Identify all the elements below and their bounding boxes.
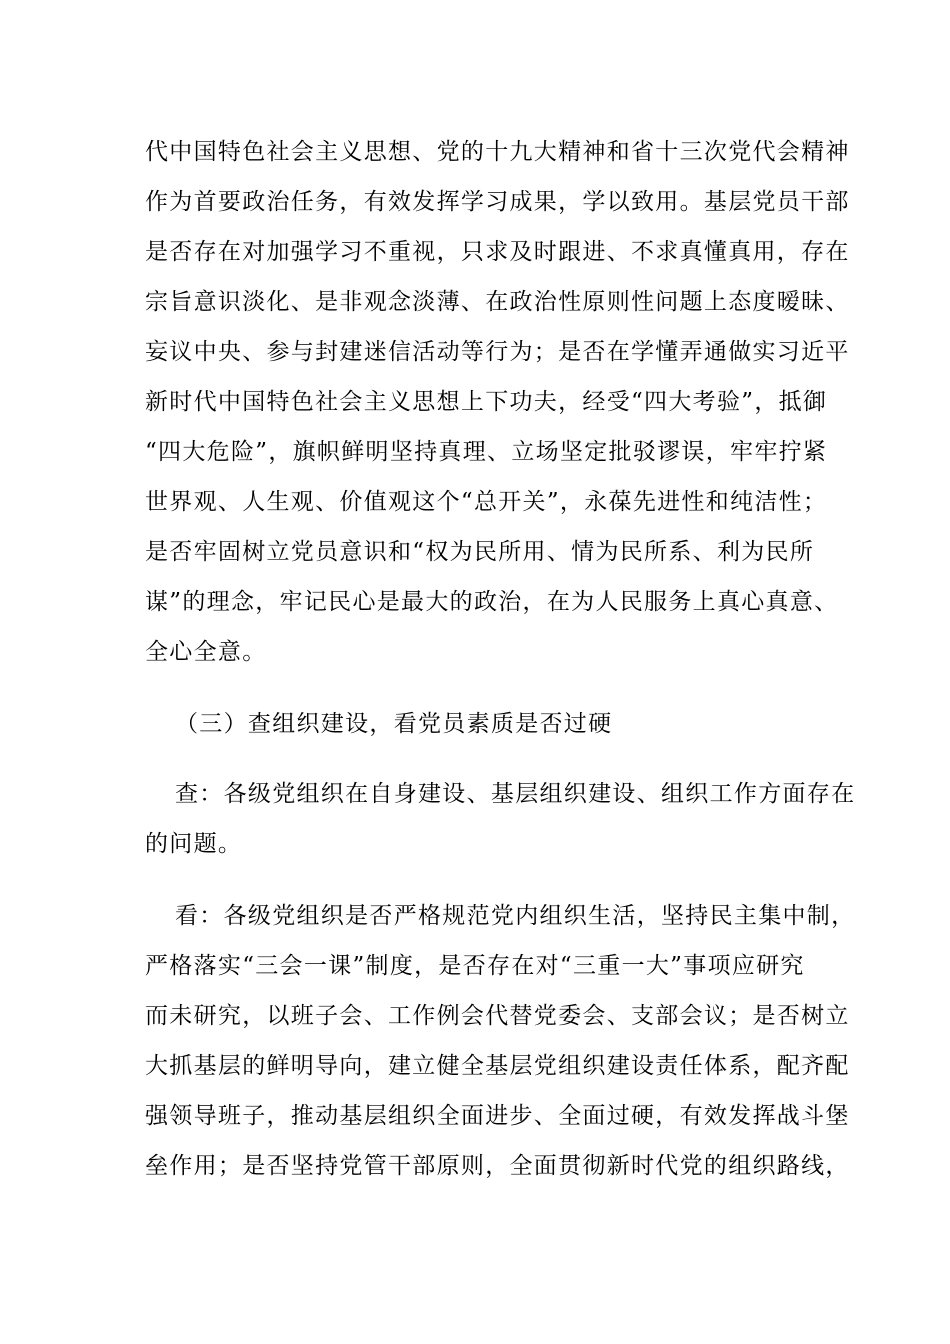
look-paragraph-line: 强领导班子，推动基层组织全面进步、全面过硬，有效发挥战斗堡 xyxy=(145,1103,850,1129)
look-paragraph-line: 大抓基层的鲜明导向，建立健全基层党组织建设责任体系，配齐配 xyxy=(145,1053,850,1079)
paragraph-line: “四大危险”，旗帜鲜明坚持真理、立场坚定批驳谬误，牢牢拧紧 xyxy=(145,439,828,465)
paragraph-line: 妄议中央、参与封建迷信活动等行为；是否在学懂弄通做实习近平 xyxy=(145,339,850,365)
check-paragraph-line: 的问题。 xyxy=(145,831,243,857)
paragraph-line: 全心全意。 xyxy=(145,639,267,665)
look-paragraph-line: 而未研究，以班子会、工作例会代替党委会、支部会议；是否树立 xyxy=(145,1003,850,1029)
paragraph-line: 谋”的理念，牢记民心是最大的政治，在为人民服务上真心真意、 xyxy=(145,589,839,615)
look-paragraph-line: 严格落实“三会一课”制度，是否存在对“三重一大”事项应研究 xyxy=(145,953,805,979)
look-paragraph-line: 看：各级党组织是否严格规范党内组织生活，坚持民主集中制， xyxy=(175,903,856,929)
paragraph-line: 是否存在对加强学习不重视，只求及时跟进、不求真懂真用，存在 xyxy=(145,239,850,265)
paragraph-line: 代中国特色社会主义思想、党的十九大精神和省十三次党代会精神 xyxy=(145,139,850,165)
paragraph-line: 宗旨意识淡化、是非观念淡薄、在政治性原则性问题上态度暧昧、 xyxy=(145,289,850,315)
look-paragraph-line: 垒作用；是否坚持党管干部原则，全面贯彻新时代党的组织路线， xyxy=(145,1153,850,1179)
paragraph-line: 新时代中国特色社会主义思想上下功夫，经受“四大考验”，抵御 xyxy=(145,389,828,415)
check-paragraph-line: 查：各级党组织在自身建设、基层组织建设、组织工作方面存在 xyxy=(175,781,856,807)
paragraph-line: 世界观、人生观、价值观这个“总开关”，永葆先进性和纯洁性； xyxy=(145,489,828,515)
section-heading: （三）查组织建设，看党员素质是否过硬 xyxy=(175,711,613,737)
paragraph-line: 是否牢固树立党员意识和“权为民所用、情为民所系、利为民所 xyxy=(145,539,815,565)
paragraph-line: 作为首要政治任务，有效发挥学习成果，学以致用。基层党员干部 xyxy=(145,189,850,215)
